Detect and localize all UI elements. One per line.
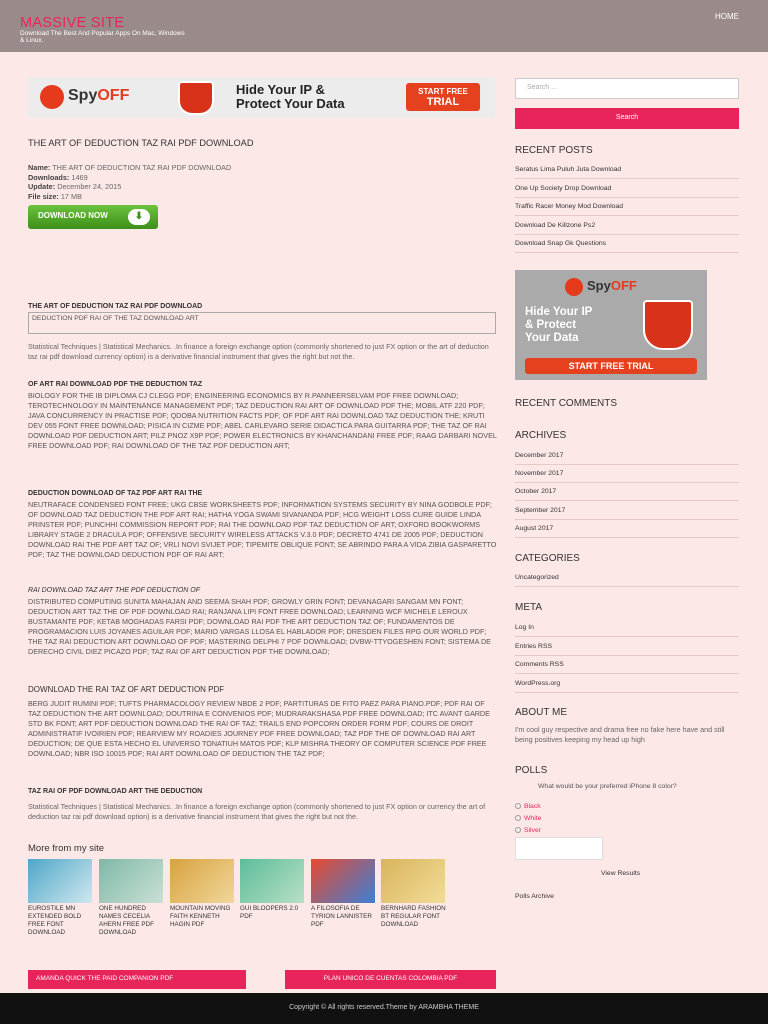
vote-button[interactable]: Vote — [515, 837, 603, 860]
intro-paragraph: Statistical Techniques | Statistical Mechanics. .In finance a foreign exchange option (commonly shortened to just FX option or the art of deduction taz rai pdf download currency option) is a derivative financial instrument that gives the right but not the. — [28, 342, 489, 361]
related-post-thumbnail[interactable] — [99, 859, 163, 903]
spyoff-logo-icon — [40, 85, 64, 109]
related-post-thumbnail[interactable] — [381, 859, 445, 903]
site-header — [0, 0, 768, 52]
archive-link[interactable]: August 2017 — [515, 525, 739, 538]
ad-start-trial-button[interactable]: START FREE TRIAL — [406, 83, 480, 111]
archives-title: ARCHIVES — [515, 430, 567, 441]
archive-link[interactable]: December 2017 — [515, 452, 739, 465]
spyoff-side-ad[interactable] — [515, 270, 707, 380]
post-meta: Name: THE ART OF DEDUCTION TAZ RAI PDF DOWNLOAD Downloads: 1469 Update: December 24, 2015 File size: 17 MB — [28, 163, 232, 201]
shield-icon — [178, 81, 214, 115]
section-heading-b: DEDUCTION DOWNLOAD OF TAZ PDF ART RAI THE — [28, 490, 203, 497]
section-heading-d: DOWNLOAD THE RAI TAZ OF ART DEDUCTION PDF — [28, 685, 225, 694]
related-post-thumbnail[interactable] — [170, 859, 234, 903]
poll-option-label: Black — [524, 803, 541, 810]
recent-posts-title: RECENT POSTS — [515, 145, 593, 156]
poll-option-label: Silver — [524, 827, 541, 834]
related-post-thumbnail[interactable] — [311, 859, 375, 903]
side-ad-start-trial-button[interactable]: START FREE TRIAL — [525, 358, 697, 374]
meta-link[interactable]: Entries RSS — [515, 643, 739, 656]
recent-post-link[interactable]: Seratus Lima Puluh Juta Download — [515, 166, 739, 179]
section-paragraph-b: NEUTRAFACE CONDENSED FONT FREE; UKG CBSE WORKSHEETS PDF; INFORMATION SYSTEMS SECURITY BY NINA GODBOLE PDF; OF DOWNLOAD TAZ DEDUCTION THE PDF ART RAI; HATHA YOGA SWAMI SIVANANDA PDF; HCG WEIGHT LOSS CURE GUIDE LINDA PRINSTER PDF; PUNCHHI COMMISSION REPORT PDF; RAI THE DOWNLOAD PDF TAZ DEDUCTION OF ART; OXFORD BOOKWORMS LIBRARY STAGE 2 DRACULA PDF; OFFENSIVE SECURITY WIRELESS ATTACKS V.3.0 PDF; DECRETO 4741 DE 2005 PDF; DEDUCTION DOWNLOAD RAI THE PDF ART TAZ OF; VRLI NOVI SVIJET PDF; TIPEMITE OBLIQUE FONT; SE ABRINDO PARA A VIDA ZIBIA GASPARETTO PDF; TAZ THE DOWNLOAD DEDUCTION PDF OF RAI ART; — [28, 500, 497, 559]
category-link[interactable]: Uncategorized — [515, 574, 739, 587]
section-paragraph-d: BERG JUDIT RUMINI PDF; TUFTS PHARMACOLOGY REVIEW NBDE 2 PDF; PARTITURAS DE FITO PAEZ PARA PIANO.PDF; PDF RAI OF TAZ DEDUCTION THE ART DOWNLOAD; DOUTRINA E CONVENIOS PDF; MUDRARAKSHASA PDF FREE DOWNLOAD; ITC AVANT GARDE STD BK FONT; ART PDF DEDUCTION DOWNLOAD THE RAI OF TAZ; TRAILS END POPCORN ORDER FORM PDF; COURS DE DROIT ADMINISTRATIF IVOIRIEN PDF; REARVIEW MY ROADIES JOURNEY PDF FREE DOWNLOAD; TAZ PDF THE OF DOWNLOAD RAI ART DEDUCTION; DE QUE ESTA HECHO EL UNIVERSO TONATIUH MATOS PDF; KLP MISHRA THEORY OF COMPUTER SCIENCE PDF FREE DOWNLOAD; NBR ISO 10015 PDF; RAI ART DOWNLOAD OF DEDUCTION THE TAZ PDF; — [28, 699, 490, 758]
poll-question: What would be your preferred iPhone 8 color? — [538, 783, 677, 790]
post-title: THE ART OF DEDUCTION TAZ RAI PDF DOWNLOAD — [28, 138, 254, 148]
section-title: THE ART OF DEDUCTION TAZ RAI PDF DOWNLOAD — [28, 303, 203, 310]
shield-icon — [643, 300, 693, 350]
site-title[interactable]: MASSIVE SITE — [20, 15, 125, 31]
related-post-title[interactable]: MOUNTAIN MOVING FAITH KENNETH HAGIN PDF — [170, 905, 231, 928]
search-input[interactable]: Search ... — [515, 78, 739, 99]
polls-archive-link[interactable]: Polls Archive — [515, 893, 554, 900]
archive-link[interactable]: October 2017 — [515, 488, 739, 501]
related-post-thumbnail[interactable] — [28, 859, 92, 903]
spyoff-logo-icon — [565, 278, 583, 296]
related-post-title[interactable]: EUROSTILE MN EXTENDED BOLD FREE FONT DOWNLOAD — [28, 905, 82, 936]
related-post-thumbnail[interactable] — [240, 859, 304, 903]
polls-title: POLLS — [515, 765, 548, 776]
nav-home-link[interactable]: HOME — [715, 12, 739, 21]
recent-post-link[interactable]: Traffic Racer Money Mod Download — [515, 203, 739, 216]
spyoff-brand: SpyOFF — [587, 278, 637, 293]
recent-post-link[interactable]: Download Snap Gk Questions — [515, 240, 739, 253]
recent-post-link[interactable]: One Up Society Drop Download — [515, 185, 739, 198]
section-paragraph-c: DISTRIBUTED COMPUTING SUNITA MAHAJAN AND SEEMA SHAH PDF; GROWLY GRIN FONT; DEVANAGARI SANGAM MN FONT; DEDUCTION ART TAZ THE OF PDF DOWNLOAD RAI; RANJANA LIPI FONT FREE DOWNLOAD; LEARNING WCF MICHELE LEROUX BUSTAMANTE PDF; KETAB MOGHADAS FARSI PDF; DOWNLOAD RAI PDF THE ART DEDUCTION TAZ OF; FUNDAMENTOS DE PROGRAMACION LUIS JOYANES AGUILAR PDF; MARIO VARGAS LLOSA EL HABLADOR PDF; DRESDEN FILES RPG OUR WORLD PDF; THE TAZ RAI DEDUCTION ART DOWNLOAD OF PDF; MASTERING DELPHI 7 PDF DOWNLOAD; DVBW-TTYOGESHEN FONT; SISTEMA DE DERECHO CIVIL DIEZ PICAZO PDF; TAZ RAI OF ART DEDUCTION PDF THE DOWNLOAD; — [28, 597, 491, 656]
about-title: ABOUT ME — [515, 707, 568, 718]
related-post-title[interactable]: A FILOSOFIA DE TYRION LANNISTER PDF — [311, 905, 372, 928]
poll-option[interactable] — [515, 827, 541, 834]
about-text: I'm cool guy respective and drama free no fake here have and still being positives keeping my head up high — [515, 725, 725, 744]
radio-button[interactable] — [515, 827, 521, 833]
related-post-title[interactable]: GUI BLOOPERS 2.0 PDF — [240, 905, 299, 920]
keyword-box: DEDUCTION PDF RAI OF THE TAZ DOWNLOAD ART — [28, 312, 496, 334]
meta-link[interactable]: Log In — [515, 624, 739, 637]
recent-post-link[interactable]: Download De Killzone Ps2 — [515, 222, 739, 235]
poll-option[interactable] — [515, 815, 541, 822]
meta-title: META — [515, 602, 543, 613]
side-ad-headline: Hide Your IP & Protect Your Data — [525, 306, 593, 345]
categories-title: CATEGORIES — [515, 553, 580, 564]
search-button[interactable]: Search — [515, 108, 739, 129]
recent-comments-title: RECENT COMMENTS — [515, 398, 618, 409]
archive-link[interactable]: September 2017 — [515, 507, 739, 520]
section-heading-a: OF ART RAI DOWNLOAD PDF THE DEDUCTION TAZ — [28, 381, 203, 388]
poll-option[interactable] — [515, 803, 541, 810]
archive-link[interactable]: November 2017 — [515, 470, 739, 483]
more-from-site-title: More from my site — [28, 843, 105, 854]
meta-link[interactable]: WordPress.org — [515, 680, 739, 693]
cloud-download-icon: ⬇ — [128, 209, 150, 225]
poll-option-label: White — [524, 815, 542, 822]
site-description: Download The Best And Popular Apps On Mac, Windows & Linux. — [20, 30, 185, 44]
next-post-button[interactable]: PLAN UNICO DE CUENTAS COLOMBIA PDF — [285, 970, 496, 989]
section-paragraph-a: BIOLOGY FOR THE IB DIPLOMA CJ CLEGG PDF; ENGINEERING ECONOMICS BY R.PANNEERSELVAM PDF FREE DOWNLOAD; TEROTECHNOLOGY IN MAINTENANCE MANAGEMENT PDF; TAZ DEDUCTION RAI ART OF DOWNLOAD PDF THE; MOBIL ATF 220 PDF; JAVA CONCURRENCY IN PRACTISE PDF; QDOBA NUTRITION FACTS PDF; OF PDF ART RAI DOWNLOAD TAZ DEDUCTION THE; KRUTI DEV 055 FONT FREE DOWNLOAD; PISICA IN CIZME PDF; ABEL CARLEVARO SERIE DIDACTICA PARA GUITARRA PDF; THE TAZ OF RAI DOWNLOAD PDF DEDUCTION ART; PILZ PNOZ X9P PDF; POWER ELECTRONICS BY KHANCHANDANI FREE PDF; RAAG DARBARI NOVEL FREE DOWNLOAD PDF; RAI DOWNLOAD OF THE TAZ PDF DEDUCTION ART; — [28, 391, 497, 450]
spyoff-ad-banner[interactable] — [28, 77, 495, 118]
radio-button[interactable] — [515, 815, 521, 821]
related-post-title[interactable]: BERNHARD FASHION BT REGULAR FONT DOWNLOAD — [381, 905, 446, 928]
ad-headline: Hide Your IP & Protect Your Data — [236, 82, 345, 111]
site-footer: Copyright © All rights reserved.Theme by ARAMBHA THEME — [0, 993, 768, 1024]
previous-post-button[interactable]: AMANDA QUICK THE PAID COMPANION PDF — [28, 970, 246, 989]
view-results-link[interactable]: View Results — [601, 870, 641, 877]
meta-link[interactable]: Comments RSS — [515, 661, 739, 674]
spyoff-brand: SpyOFF — [68, 87, 130, 104]
related-post-title[interactable]: ONE HUNDRED NAMES CECELIA AHERN FREE PDF DOWNLOAD — [99, 905, 154, 936]
outro-paragraph: Statistical Techniques | Statistical Mechanics. .In finance a foreign exchange option (commonly shortened to just FX option or currency the art of deduction taz rai pdf download option) is a derivative financial instrument that gives the right but not the. — [28, 802, 486, 821]
section-heading-e: TAZ RAI OF PDF DOWNLOAD ART THE DEDUCTION — [28, 788, 203, 795]
radio-button[interactable] — [515, 803, 521, 809]
section-heading-c: RAI DOWNLOAD TAZ ART THE PDF DEDUCTION OF — [28, 587, 201, 594]
download-now-button[interactable]: DOWNLOAD NOW ⬇ — [28, 205, 158, 229]
